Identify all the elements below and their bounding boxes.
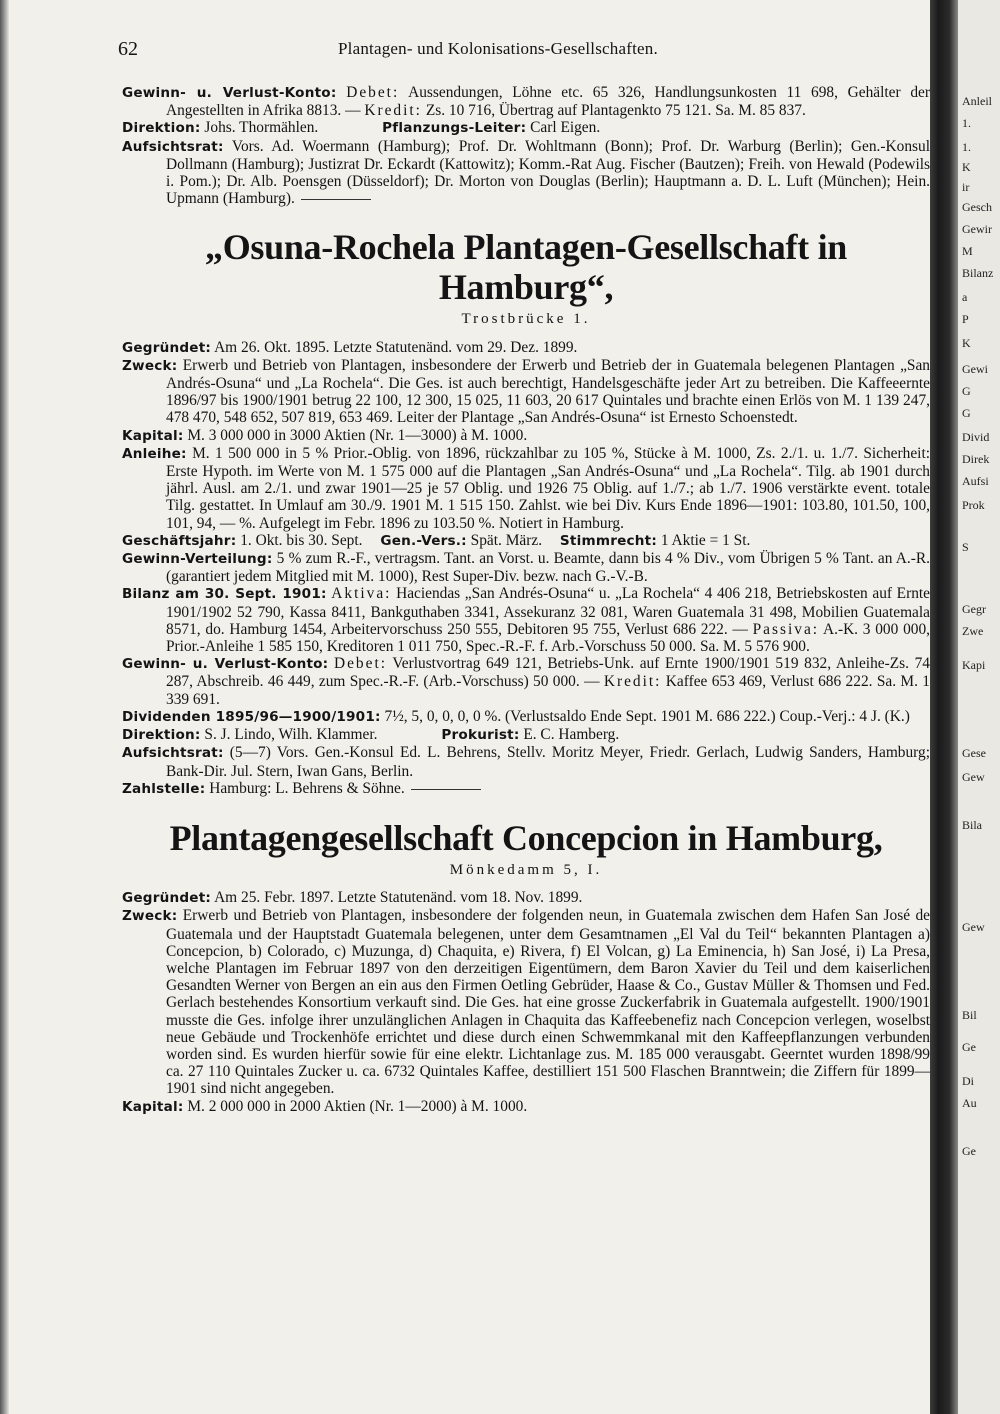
entry-label: Pflanzungs-Leiter: [382, 120, 527, 137]
entry-text: Vors. Ad. Woermann (Hamburg); Prof. Dr. Wohltmann (Bonn); Prof. Dr. Warburg (Berlin); Gen.-Konsul Dollmann (Hamburg); Justizrat Dr. Eckardt (Kattowitz); Komm.-Rat Aug. Fischer (Bautzen); Freih. von Hewald (Podewils i. Pom.); Dr. Alb. Poensgen (Düsseldorf); Dr. Morton von Douglas (Berlin); Hauptmann a. D. L. Luft (München); Hein. Upmann (Hamburg). [166, 137, 930, 208]
entry-text: 1. Okt. bis 30. Sept. [240, 531, 363, 549]
next-page-fragment: G [962, 384, 971, 398]
book-gutter [930, 0, 958, 1414]
entry-label: Aufsichtsrat: [122, 138, 224, 155]
osuna-zweck [122, 357, 930, 427]
osuna-dividenden [122, 708, 930, 726]
entry-label: Bilanz am 30. Sept. 1901: [122, 586, 327, 603]
entry-text: A.-K. 3 000 000, Prior.-Anleihe 1 585 150, Kreditoren 1 011 750, Spec.-R.-F. f. Arb.-Vorschuss 50 000. Sa. M. 5 576 900. [166, 620, 931, 656]
entry-label: Gen.-Vers.: [380, 532, 467, 549]
entry-label: Aufsichtsrat: [122, 745, 224, 762]
concepcion-kapital [122, 1098, 930, 1116]
next-page-fragment: 1. [962, 140, 971, 154]
next-page-fragment: Anleil [962, 94, 992, 108]
next-page-fragment: Divid [962, 430, 990, 444]
entry-label: Prokurist: [441, 727, 520, 744]
next-page-fragment: Di [962, 1074, 974, 1088]
osuna-direktion [122, 726, 930, 744]
entry-text: Hamburg: L. Behrens & Söhne. [209, 779, 405, 797]
entry-text: (5—7) Vors. Gen.-Konsul Ed. L. Behrens, Stellv. Moritz Meyer, Friedr. Gerlach, Ludwig Sanders, Hamburg; Bank-Dir. Jul. Stern, Iwan Gans, Berlin. [166, 744, 930, 780]
entry-text: M. 2 000 000 in 2000 Aktien (Nr. 1—2000) à M. 1000. [187, 1097, 528, 1115]
next-page-edge [958, 0, 1000, 1414]
entry-label: Gewinn-Verteilung: [122, 551, 273, 568]
next-page-fragment: Bila [962, 818, 982, 832]
entry-label: Gewinn- u. Verlust-Konto: [122, 85, 337, 101]
entry-text: Erwerb und Betrieb von Plantagen, insbesondere der folgenden neun, in Guatemala zwischen dem Hafen San José de Guatemala und der Hauptstadt Guatemala belegenen, unter dem Gesamtnamen „El Val du Teil“ bekannten Plantagen a) Concepcion, b) Colorado, c) Muzunga, d) Chaquita, e) Rivera, f) El Volcan, g) La Eminencia, h) San José, i) La Presa, welche Plantagen im Februar 1897 von den derzeitigen Eigentümern, dem Baron Xavier du Teil und dem kaiserlichen Gesandten Werner von Bergen an ein aus den Firmen Oetling Gebrüder, Haase & Co., Gustav Müller & Thomsen und Fed. Gerlach bestehendes Konsortium verkauft sind. Die Ges. hat eine grosse Zuckerfabrik in Guatemala aufgestellt. 1900/1901 musste die Ges. infolge ihrer unzulänglichen Anlagen in Chaquita das Kaffeebenefiz nach Concepcion verlegen, woselbst neue Gebäude und Trockenhöfe errichtet und diese durch einen Schwemmkanal mit den Kaffeepflanzungen verbunden worden sind. Es wurden hierfür sowie für eine elektr. Lichtanlage zus. M. 185 000 verausgabt. Geerntet wurden 1898/99 ca. 27 110 Quintales Zucker u. ca. 6732 Quintales Kaffee, destilliert 151 500 Flaschen Branntwein; die Ziffern für 1899—1901 sind nicht angegeben. [166, 907, 930, 1098]
next-page-fragment: Bil [962, 1008, 977, 1022]
osuna-geschaeftsjahr [122, 532, 930, 550]
entry-label: Gewinn- u. Verlust-Konto: [122, 656, 329, 673]
aktiva-label: Aktiva: [331, 585, 392, 603]
next-page-fragment: M [962, 244, 973, 258]
next-page-fragment: Gesch [962, 200, 992, 214]
osuna-aufsichtsrat [122, 744, 930, 779]
entry-label: Zahlstelle: [122, 780, 206, 797]
prev-direktion [122, 119, 930, 137]
next-page-fragment: 1. [962, 116, 971, 130]
concepcion-zweck [122, 907, 930, 1097]
entry-label: Kapital: [122, 1098, 184, 1115]
passiva-label: Passiva: [752, 620, 820, 638]
next-page-fragment: Direk [962, 452, 990, 466]
entry-label: Gegründet: [122, 890, 212, 907]
osuna-zahlstelle [122, 780, 930, 798]
debet-label: Debet: [333, 655, 387, 673]
entry-text: 7½, 5, 0, 0, 0, 0 %. (Verlustsaldo Ende Sept. 1901 M. 686 222.) Coup.-Verj.: 4 J. (K.) [384, 707, 910, 725]
osuna-bilanz [122, 585, 930, 655]
next-page-fragment: Zwe [962, 624, 984, 638]
kredit-label: Kredit: [364, 102, 422, 120]
running-title: Plantagen- und Kolonisations-Gesellschaften. [338, 39, 658, 58]
binding-edge [0, 0, 9, 1414]
entry-text: M. 1 500 000 in 5 % Prior.-Oblig. von 1896, rückzahlbar zu 105 %, Stücke à M. 1000, Zs. 2./1. u. 1./7. Sicherheit: Erste Hypoth. im Werte von M. 1 575 000 auf die Plantagen „San Andrés-Osuna“ und „La Rochela“. Tilg. ab 1901 durch jährl. Ausl. am 2./1. und zwar 1901—25 je 57 Oblig. und 1926 75 Oblig. auf 1./7.; ab 1./7. 1906 verstärkte event. totale Tilg. gestattet. In Umlauf am 30./9. 1901 M. 1 515 150. Zahlst. wie bei Div. Kurs Ende 1896—1901: 103.80, 101.50, 100, 101, 94, — %. Aufgelegt im Febr. 1896 zu 103.50 %. Notiert in Hamburg. [166, 444, 930, 532]
next-page-fragment: P [962, 312, 969, 326]
entry-text: Zs. 10 716, Übertrag auf Plantagenkto 75 121. Sa. M. 85 837. [425, 102, 806, 120]
company-title-concepcion: Plantagengesellschaft Concepcion in Hamburg, [169, 817, 883, 858]
end-rule [301, 199, 371, 200]
prev-aufsichtsrat [122, 138, 930, 208]
page-header [112, 38, 932, 64]
next-page-fragment: Ge [962, 1144, 976, 1158]
entry-label: Zweck: [122, 908, 178, 925]
entry-label: Direktion: [122, 727, 201, 744]
entry-text: Verlustvortrag 649 121, Betriebs-Unk. auf Ernte 1900/1901 519 832, Anleihe-Zs. 74 287, Abschreib. 46 449, zum Spec.-R.-F. (Arb.-Vorschuss) 50 000. — [166, 655, 930, 691]
next-page-fragment: Gewi [962, 362, 988, 376]
next-page-fragment: Bilanz [962, 266, 994, 280]
entry-label: Stimmrecht: [559, 532, 657, 549]
entry-label: Gegründet: [122, 339, 212, 356]
entry-label: Dividenden 1895/96—1900/1901: [122, 708, 381, 725]
entry-text: Am 26. Okt. 1895. Letzte Statutenänd. vom 29. Dez. 1899. [214, 338, 578, 356]
page-number: 62 [118, 38, 138, 60]
concepcion-gegruendet [122, 889, 930, 907]
next-page-fragment: Prok [962, 498, 985, 512]
entry-label: Geschäftsjahr: [122, 532, 237, 549]
prev-gewinn-verlust [122, 84, 930, 119]
entry-text: Erwerb und Betrieb von Plantagen, insbesondere der Erwerb und Betrieb der in Guatemala belegenen Plantagen „San Andrés-Osuna“ und „La Rochela“. Die Ges. ist auch berechtigt, Handelsgeschäfte jeder Art zu betreiben. Die Kaffeeernte 1896/97 bis 1900/1901 betrug 22 100, 12 300, 15 025, 11 603, 20 617 Quintales und brachte einen Erlös von M. 1 139 247, 478 470, 548 652, 507 819, 653 469. Leiter der Plantage „San Andrés-Osuna“ ist Ernesto Schoenstedt. [166, 356, 930, 427]
next-page-fragment: Gese [962, 746, 986, 760]
entry-text: S. J. Lindo, Wilh. Klammer. [204, 726, 378, 744]
end-rule [411, 789, 481, 790]
next-page-fragment: Gewir [962, 222, 992, 236]
entry-text: Carl Eigen. [530, 119, 601, 137]
entry-label: Zweck: [122, 357, 178, 374]
entry-text: Kaffee 653 469, Verlust 686 222. Sa. M. 1 339 691. [166, 673, 930, 708]
entry-text: E. C. Hamberg. [523, 726, 620, 744]
next-page-fragment: a [962, 290, 968, 304]
entry-text: M. 3 000 000 in 3000 Aktien (Nr. 1—3000) à M. 1000. [187, 426, 528, 444]
next-page-fragment: S [962, 540, 969, 554]
entry-label: Kapital: [122, 427, 184, 444]
company-title-osuna: „Osuna-Rochela Plantagen-Gesellschaft in Hamburg“, [205, 227, 847, 308]
next-page-fragment: ir [962, 180, 970, 194]
next-page-fragment: K [962, 160, 971, 174]
debet-label: Debet: [346, 84, 400, 101]
osuna-kapital [122, 427, 930, 445]
entry-text: 1 Aktie = 1 St. [660, 531, 751, 549]
next-page-fragment: Gegr [962, 602, 986, 616]
entry-label: Anleihe: [122, 445, 187, 462]
next-page-fragment: Gew [962, 770, 985, 784]
entry-text: Am 25. Febr. 1897. Letzte Statutenänd. vom 18. Nov. 1899. [214, 889, 583, 907]
entry-text: Johs. Thormählen. [204, 119, 319, 137]
page-content [122, 84, 930, 1116]
entry-text: 5 % zum R.-F., vertragsm. Tant. an Vorst. u. Beamte, dann bis 4 % Div., vom Übrigen 5 % Tant. an A.-R. (garantiert jedem Mitglied mit M. 1000), Rest Super-Div. bezw. nach G.-V.-B. [166, 550, 930, 586]
osuna-gegruendet [122, 339, 930, 357]
next-page-fragment: Ge [962, 1040, 976, 1054]
osuna-gewinn-verlust [122, 655, 930, 708]
next-page-fragment: K [962, 336, 971, 350]
kredit-label: Kredit: [603, 673, 662, 691]
osuna-anleihe [122, 445, 930, 532]
entry-text: Haciendas „San Andrés-Osuna“ u. „La Rochela“ 4 406 218, Betriebskosten auf Ernte 1901/1902 52 790, Kassa 8411, Bankguthaben 3341, Assekuranz 32 081, Waren Guatemala 31 498, Mobilien Guatemala 8571, do. Hamburg 1454, Arbeitervorschuss 250 555, Debitoren 95 755, Verlust 686 222. — [166, 585, 930, 638]
next-page-fragment: Aufsi [962, 474, 989, 488]
entry-text: Aussendungen, Löhne etc. 65 326, Handlungsunkosten 11 698, Gehälter der Angestellten in Afrika 8813. — [166, 84, 930, 120]
next-page-fragment: Au [962, 1096, 977, 1110]
next-page-fragment: Gew [962, 920, 985, 934]
next-page-fragment: Kapi [962, 658, 986, 672]
company-address-osuna: Trostbrücke 1. [461, 311, 591, 328]
entry-label: Direktion: [122, 120, 201, 137]
next-page-fragment: G [962, 406, 971, 420]
company-address-concepcion: Mönkedamm 5, I. [449, 861, 603, 878]
osuna-gewinn-verteilung [122, 550, 930, 585]
entry-text: Spät. März. [470, 531, 543, 549]
